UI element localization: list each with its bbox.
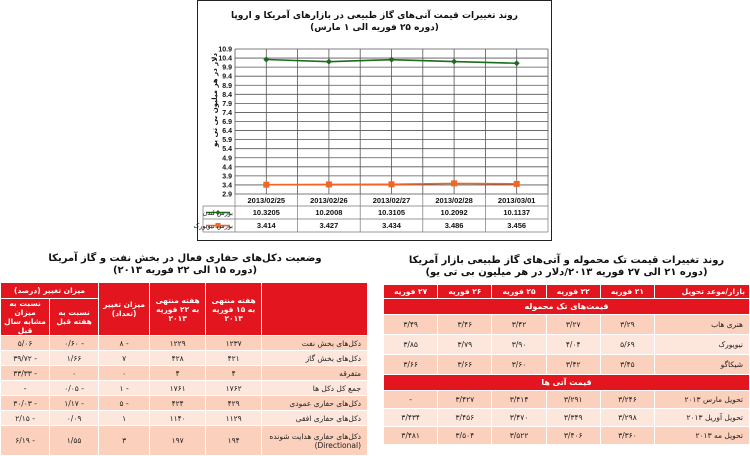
data-point-london — [451, 59, 457, 65]
rigs-cell-week15: ۱۹۴ — [206, 426, 262, 456]
prices-cell-value: ۳/۴۲ — [546, 355, 600, 375]
rigs-cell-week15: ۴۲۱ — [206, 351, 262, 366]
prices-section-futures: قیمت آتی ها — [384, 375, 750, 391]
prices-cell-value: ۳/۳۶۰ — [600, 427, 654, 445]
rigs-cell-label: دکل‌های حفاری عمودی — [262, 396, 368, 411]
rigs-header-vs-week: نسبت به هفته قبل — [50, 299, 99, 336]
y-tick-label: 7.4 — [222, 109, 232, 117]
prices-cell-value: ۳/۲۹ — [600, 315, 654, 335]
rigs-header-week15: هفته منتهی به ۱۵ فوریه ۲۰۱۳ — [206, 283, 262, 336]
prices-cell-value: ۳/۶۶ — [438, 355, 492, 375]
rigs-header-change-count: میزان تغییر (تعداد) — [99, 283, 150, 336]
prices-cell-value: ۳/۶۶ — [384, 355, 438, 375]
prices-cell-value: ۳/۴۳۴ — [384, 409, 438, 427]
data-point-newyork — [263, 182, 269, 188]
rigs-cell-change-count: ۷ — [99, 351, 150, 366]
data-label: 3.486 — [444, 221, 464, 230]
rigs-cell-label: دکل‌های بخش نفت — [262, 336, 368, 351]
chart-panel — [193, 0, 552, 241]
rigs-cell-label: دکل‌های حفاری افقی — [262, 411, 368, 426]
y-tick-label: 7.9 — [222, 100, 232, 108]
rigs-cell-week22: ۱۹۷ — [150, 426, 206, 456]
y-tick-label: 3.9 — [222, 173, 232, 181]
prices-header-market: بازار/موعد تحویل — [655, 285, 750, 299]
rigs-cell-change-count: ۱ — [99, 411, 150, 426]
x-tick-label: 2013/02/26 — [310, 196, 348, 205]
prices-cell-value: ۳/۴۰۶ — [546, 427, 600, 445]
rigs-cell-vs-year: - ۲/۱۵ — [1, 411, 50, 426]
prices-table — [383, 284, 750, 445]
prices-header-date: ۲۱ فوریه — [600, 285, 654, 299]
prices-cell-value: ۳/۵۰۴ — [438, 427, 492, 445]
chart-subtitle: (دوره ۲۵ فوریه الی ۱ مارس) — [310, 23, 439, 33]
data-label: 10.3205 — [252, 208, 280, 217]
rigs-cell-vs-year: - ۳۳/۳۳ — [1, 366, 50, 381]
data-point-london — [389, 57, 395, 63]
rigs-header-week22: هفته منتهی به ۲۲ فوریه ۲۰۱۳ — [150, 283, 206, 336]
data-point-newyork — [451, 180, 457, 186]
prices-row — [384, 315, 750, 335]
rigs-cell-week15: ۱۷۶۲ — [206, 381, 262, 396]
prices-cell-value: ۳/۴۲ — [492, 315, 546, 335]
data-label: 10.1137 — [503, 208, 531, 217]
rigs-cell-label: جمع کل دکل ها — [262, 381, 368, 396]
rigs-cell-week15: ۴ — [206, 366, 262, 381]
prices-section-spot-row — [384, 299, 750, 315]
prices-row — [384, 335, 750, 355]
rigs-row — [1, 351, 368, 366]
rigs-cell-vs-year: - ۳۰/۰۳ — [1, 396, 50, 411]
prices-cell-value: ۳/۴۱۴ — [492, 391, 546, 409]
rigs-cell-vs-week: ۱/۵۵ — [50, 426, 99, 456]
rigs-cell-label: دکل‌های بخش گاز — [262, 351, 368, 366]
prices-cell-label: هنری هاب — [655, 315, 750, 335]
prices-subtitle-text: (دوره ۲۱ الی ۲۷ فوریه ۲۰۱۳/دلار در هر میلیون بی تی یو) — [425, 267, 708, 278]
prices-cell-label: تحویل آوریل ۲۰۱۳ — [655, 409, 750, 427]
rigs-row — [1, 396, 368, 411]
rigs-cell-change-count: ۳ — [99, 426, 150, 456]
prices-cell-value: ۳/۹۰ — [492, 335, 546, 355]
x-tick-label: 2013/03/01 — [497, 196, 536, 205]
rigs-cell-vs-week: - ۰/۰۵ — [50, 381, 99, 396]
prices-cell-label: شیکاگو — [655, 355, 750, 375]
rigs-header-vs-year: نسبت به میزان مشابه سال قبل — [1, 299, 50, 336]
x-tick-label: 2013/02/28 — [435, 196, 473, 205]
rigs-cell-week22: ۴ — [150, 366, 206, 381]
y-axis-label: دلار در هر میلیون بی تی یو — [211, 53, 219, 147]
prices-row — [384, 355, 750, 375]
y-tick-label: 10.4 — [218, 55, 232, 63]
prices-cell-value: ۳/۷۹ — [438, 335, 492, 355]
prices-header-date: ۲۵ فوریه — [492, 285, 546, 299]
y-tick-label: 2.9 — [222, 191, 232, 199]
y-tick-label: 6.9 — [222, 119, 232, 126]
prices-table-title — [383, 255, 750, 279]
prices-section-spot: قیمت‌های تک محموله — [384, 299, 750, 315]
data-label: 3.456 — [507, 221, 527, 230]
y-tick-label: 5.4 — [222, 146, 232, 154]
line-chart — [193, 1, 553, 242]
y-tick-label: 6.4 — [222, 128, 232, 136]
rigs-header-label — [262, 283, 368, 336]
data-label: 10.2092 — [440, 208, 468, 217]
rigs-cell-change-count: - ۸ — [99, 336, 150, 351]
data-point-london — [263, 57, 269, 63]
rigs-cell-vs-week: ۰ — [50, 366, 99, 381]
prices-cell-value: ۳/۴۹ — [384, 315, 438, 335]
rigs-cell-label: دکل‌های حفاری هدایت شونده (Directional) — [262, 426, 368, 456]
prices-cell-label: نیویورک — [655, 335, 750, 355]
rigs-cell-vs-week: ۱/۶۶ — [50, 351, 99, 366]
y-tick-label: 9.4 — [222, 73, 232, 81]
prices-header-date: ۲۲ فوریه — [546, 285, 600, 299]
y-tick-label: 8.9 — [222, 82, 232, 90]
data-label: 10.2008 — [315, 208, 343, 217]
chart-title-text: روند تغییرات قیمت آتی‌های گاز طبیعی در بازارهای آمریکا و اروپا — [231, 11, 518, 21]
rigs-cell-vs-week: - ۱/۱۷ — [50, 396, 99, 411]
legend-label: بورس نیویورک — [193, 222, 233, 230]
rigs-cell-change-count: ۰ — [99, 366, 150, 381]
prices-cell-value: ۳/۴۵۶ — [438, 409, 492, 427]
rigs-cell-week15: ۱۲۳۷ — [206, 336, 262, 351]
data-label: 3.414 — [256, 221, 276, 230]
y-tick-label: 9.9 — [222, 64, 232, 72]
prices-cell-label: تحویل مه ۲۰۱۳ — [655, 427, 750, 445]
rigs-row — [1, 411, 368, 426]
prices-cell-value: ۴/۰۴ — [546, 335, 600, 355]
data-label: 3.434 — [382, 221, 401, 230]
rigs-cell-week22: ۱۱۴۰ — [150, 411, 206, 426]
data-point-london — [514, 60, 520, 66]
x-tick-label: 2013/02/25 — [247, 196, 286, 205]
rigs-header-change-pct: میزان تغییر (درصد) — [1, 283, 99, 299]
legend-label: بورس لندن — [202, 209, 233, 217]
data-point-london — [326, 59, 332, 65]
rigs-cell-vs-year: - — [1, 381, 50, 396]
prices-header-date: ۲۶ فوریه — [438, 285, 492, 299]
prices-row — [384, 391, 750, 409]
prices-cell-value: ۳/۸۵ — [384, 335, 438, 355]
prices-section-futures-row — [384, 375, 750, 391]
rigs-cell-vs-week: - ۰/۶۰ — [50, 336, 99, 351]
prices-cell-value: ۳/۲۴۶ — [600, 391, 654, 409]
y-tick-label: 8.4 — [222, 91, 232, 99]
rigs-cell-week22: ۱۷۶۱ — [150, 381, 206, 396]
prices-cell-value: ۳/۵۲۲ — [492, 427, 546, 445]
y-tick-label: 4.9 — [222, 155, 232, 163]
prices-cell-value: ۳/۴۵ — [600, 355, 654, 375]
prices-cell-label: تحویل مارس ۲۰۱۳ — [655, 391, 750, 409]
prices-cell-value: ۳/۴۸۱ — [384, 427, 438, 445]
y-tick-label: 10.9 — [218, 46, 232, 54]
prices-cell-value: ۳/۴۶ — [438, 315, 492, 335]
rigs-row — [1, 381, 368, 396]
rigs-row — [1, 336, 368, 351]
rigs-table-title — [0, 253, 370, 277]
rigs-cell-week22: ۴۲۴ — [150, 396, 206, 411]
x-tick-label: 2013/02/27 — [372, 196, 411, 205]
y-tick-label: 3.4 — [222, 182, 232, 190]
prices-cell-value: ۵/۶۹ — [600, 335, 654, 355]
prices-title-text: روند تغییرات قیمت تک محموله و آتی‌های گاز طبیعی بازار آمریکا — [408, 255, 725, 266]
prices-cell-value: ۳/۲۷ — [546, 315, 600, 335]
prices-row — [384, 409, 750, 427]
y-tick-label: 5.9 — [222, 137, 232, 145]
y-tick-label: 4.4 — [222, 164, 232, 172]
rigs-cell-vs-year: - ۶/۱۹ — [1, 426, 50, 456]
rigs-cell-change-count: - ۵ — [99, 396, 150, 411]
prices-header-date: ۲۷ فوریه — [384, 285, 438, 299]
rigs-cell-change-count: - ۱ — [99, 381, 150, 396]
rigs-title-text: وضعیت دکل‌های حفاری فعال در بخش نفت و گاز آمریکا — [48, 253, 322, 264]
prices-cell-value: ۳/۲۹۸ — [600, 409, 654, 427]
data-point-newyork — [389, 181, 395, 187]
rigs-cell-vs-week: ۰/۰۹ — [50, 411, 99, 426]
prices-cell-value: - — [384, 391, 438, 409]
rigs-cell-vs-year: - ۳۹/۷۲ — [1, 351, 50, 366]
rigs-cell-label: متفرقه — [262, 366, 368, 381]
rigs-cell-vs-year: ۵/۰۶ — [1, 336, 50, 351]
prices-row — [384, 427, 750, 445]
data-point-newyork — [326, 181, 332, 187]
prices-cell-value: ۳/۳۴۹ — [546, 409, 600, 427]
prices-cell-value: ۳/۴۲۷ — [438, 391, 492, 409]
rigs-cell-week22: ۱۲۲۹ — [150, 336, 206, 351]
rigs-cell-week15: ۴۲۹ — [206, 396, 262, 411]
prices-cell-value: ۳/۴۷۰ — [492, 409, 546, 427]
rigs-row — [1, 366, 368, 381]
data-label: 3.427 — [319, 221, 339, 230]
data-label: 10.3105 — [377, 208, 406, 217]
rigs-table — [0, 282, 368, 456]
rigs-cell-week15: ۱۱۲۹ — [206, 411, 262, 426]
data-point-newyork — [514, 181, 520, 187]
rigs-subtitle-text: (دوره ۱۵ الی ۲۲ فوریه ۲۰۱۳) — [112, 265, 258, 276]
prices-cell-value: ۳/۲۹۱ — [546, 391, 600, 409]
rigs-row — [1, 426, 368, 456]
rigs-cell-week22: ۴۲۸ — [150, 351, 206, 366]
prices-cell-value: ۳/۶۰ — [492, 355, 546, 375]
